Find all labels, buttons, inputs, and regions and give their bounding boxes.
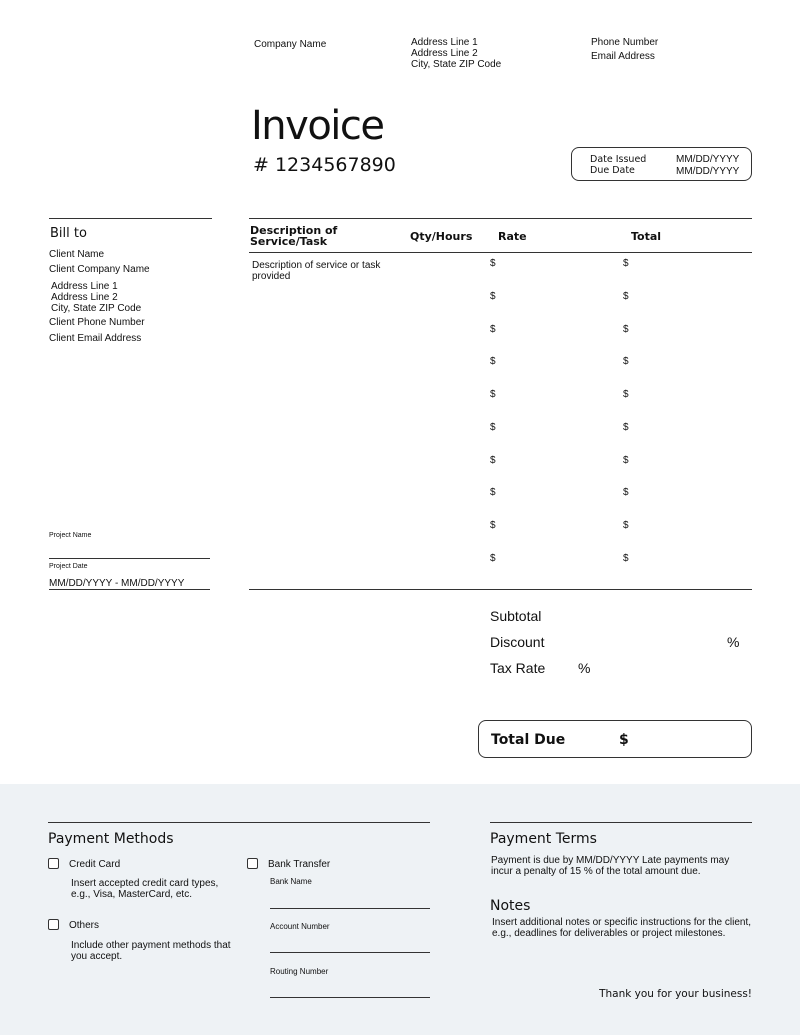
col-header-description: Description of Service/Task [250, 224, 338, 248]
client-company: Client Company Name [49, 264, 150, 275]
company-address-line1: Address Line 1 [411, 37, 478, 48]
date-issued-value: MM/DD/YYYY [676, 154, 740, 165]
row-9-rate: $ [490, 520, 496, 531]
credit-card-label: Credit Card [69, 859, 121, 870]
total-due-symbol: $ [619, 732, 629, 748]
due-date-value: MM/DD/YYYY [676, 166, 740, 177]
table-top-divider [249, 218, 752, 219]
company-name: Company Name [254, 39, 327, 50]
others-checkbox[interactable] [48, 919, 59, 930]
credit-card-checkbox[interactable] [48, 858, 59, 869]
tax-rate-label: Tax Rate [490, 660, 546, 676]
routing-number-field[interactable] [270, 997, 430, 998]
payment-terms-heading: Payment Terms [490, 831, 597, 847]
client-phone: Client Phone Number [49, 317, 145, 328]
row-10-rate: $ [490, 553, 496, 564]
total-due-label: Total Due [491, 732, 566, 748]
client-email: Client Email Address [49, 333, 142, 344]
footer [0, 784, 800, 1035]
client-name: Client Name [49, 249, 105, 260]
credit-card-note: Insert accepted credit card types, e.g., Visa, MasterCard, etc. [71, 878, 219, 900]
row-7-total: $ [623, 455, 629, 466]
payment-methods-heading: Payment Methods [48, 831, 174, 847]
payment-terms-divider [490, 822, 752, 823]
row-6-total: $ [623, 422, 629, 433]
row-1-rate: $ [490, 258, 496, 269]
row-2-total: $ [623, 291, 629, 302]
col-header-qty: Qty/Hours [410, 230, 473, 243]
row-8-total: $ [623, 487, 629, 498]
company-address [411, 37, 571, 70]
subtotal-label: Subtotal [490, 608, 542, 624]
row-2-rate: $ [490, 291, 496, 302]
project-name-field[interactable] [49, 558, 210, 559]
others-note: Include other payment methods that you accept. [71, 940, 231, 962]
company-phone: Phone Number [591, 37, 659, 48]
bill-to-divider [49, 218, 212, 219]
row-7-rate: $ [490, 455, 496, 466]
row-5-total: $ [623, 389, 629, 400]
project-date-label: Project Date [49, 563, 88, 570]
discount-unit: % [727, 634, 740, 650]
company-address-city: City, State ZIP Code [411, 59, 502, 70]
invoice-number: # 1234567890 [253, 154, 396, 176]
payment-terms-text: Payment is due by MM/DD/YYYY Late payments may incur a penalty of 15 % of the total amount due. [491, 855, 730, 877]
row-8-rate: $ [490, 487, 496, 498]
bank-transfer-checkbox[interactable] [247, 858, 258, 869]
row-10-total: $ [623, 553, 629, 564]
date-box [571, 147, 752, 181]
tax-rate-unit: % [578, 660, 591, 676]
col-header-rate: Rate [498, 230, 527, 243]
payment-methods-divider [48, 822, 430, 823]
row-5-rate: $ [490, 389, 496, 400]
company-email: Email Address [591, 51, 655, 62]
bank-name-field[interactable] [270, 908, 430, 909]
row-9-total: $ [623, 520, 629, 531]
row-1-total: $ [623, 258, 629, 269]
notes-text: Insert additional notes or specific instructions for the client, e.g., deadlines for deliverables or project milestones. [492, 917, 752, 939]
account-number-label: Account Number [270, 922, 330, 931]
row-3-total: $ [623, 324, 629, 335]
account-number-field[interactable] [270, 952, 430, 953]
page-title: Invoice [251, 103, 384, 149]
row-4-total: $ [623, 356, 629, 367]
client-address-line1: Address Line 1 [51, 281, 118, 292]
due-date-label: Due Date [590, 165, 635, 176]
total-due-box [478, 720, 752, 758]
client-address [51, 281, 141, 314]
project-name-label: Project Name [49, 532, 92, 539]
row-3-rate: $ [490, 324, 496, 335]
row-4-rate: $ [490, 356, 496, 367]
table-header-divider [249, 252, 752, 253]
discount-label: Discount [490, 634, 545, 650]
client-address-city: City, State ZIP Code [51, 303, 142, 314]
bank-transfer-label: Bank Transfer [268, 859, 331, 870]
bill-to-heading: Bill to [50, 226, 87, 241]
row-6-rate: $ [490, 422, 496, 433]
notes-heading: Notes [490, 898, 531, 914]
thank-you-message: Thank you for your business! [599, 988, 752, 1000]
table-bottom-divider [249, 589, 752, 590]
date-issued-label: Date Issued [590, 154, 647, 165]
company-address-line2: Address Line 2 [411, 48, 478, 59]
project-date-divider [49, 589, 210, 590]
others-label: Others [69, 920, 100, 931]
project-date-value: MM/DD/YYYY - MM/DD/YYYY [49, 578, 185, 589]
row-1-description: Description of service or task provided [252, 260, 381, 282]
col-header-total: Total [631, 230, 662, 243]
client-address-line2: Address Line 2 [51, 292, 118, 303]
bank-name-label: Bank Name [270, 877, 312, 886]
routing-number-label: Routing Number [270, 967, 329, 976]
